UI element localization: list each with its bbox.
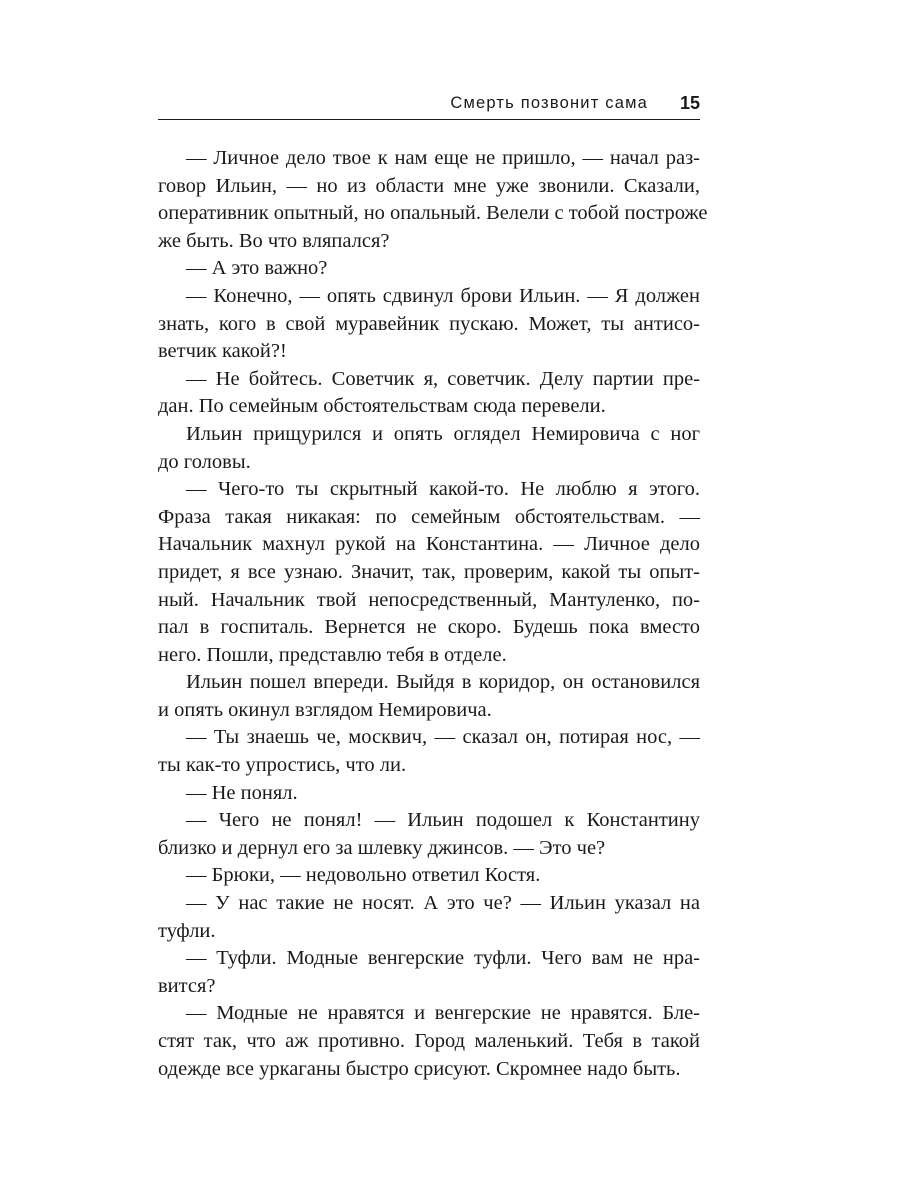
paragraph [158,890,700,945]
paragraph [158,476,700,669]
text-line: ветчик какой?! [158,340,287,363]
paragraph [158,945,700,1000]
text-line: ты как-то упростись, что ли. [158,754,407,777]
text-line: до головы. [158,450,251,473]
running-title: Смерть позвонит сама [450,94,648,112]
text-line: же быть. Во что вляпался? [158,229,390,252]
page-number: 15 [679,93,700,113]
running-header [158,92,700,120]
paragraph [158,724,700,779]
paragraph [158,1000,700,1083]
paragraph [158,780,700,808]
text-line: оперативник опытный, но опальный. Велели с тобой построже [158,202,708,225]
paragraph [158,807,700,862]
text-line: стят так, что аж противно. Город маленький. Тебя в такой [158,1030,700,1052]
text-line: говор Ильин, — но из области мне уже звонили. Сказали, [158,174,700,197]
text-line: и опять окинул взглядом Немировича. [158,698,492,721]
text-line: — У нас такие не носят. А это че? — Ильин указал на [186,892,700,915]
text-line: — Ты знаешь че, москвич, — сказал он, потирая нос, — [186,726,700,749]
paragraph [158,862,700,890]
paragraph [158,255,700,283]
text-line: — А это важно? [186,257,328,280]
paragraph [158,421,700,476]
text-line: — Конечно, — опять сдвинул брови Ильин. — Я должен [186,284,700,307]
paragraph [158,669,700,724]
paragraph [158,283,700,366]
text-line: него. Пошли, представлю тебя в отделе. [158,643,507,666]
text-line: Начальник махнул рукой на Константина. — Личное дело [158,533,700,556]
text-line: — Туфли. Модные венгерские туфли. Чего вам не нра- [186,947,700,970]
text-line: придет, я все узнаю. Значит, так, проверим, какой ты опыт- [158,560,700,583]
paragraph [158,366,700,421]
text-line: туфли. [158,919,216,942]
text-line: дан. По семейным обстоятельствам сюда перевели. [158,395,606,418]
text-line: Ильин пошел впереди. Выйдя в коридор, он остановился [186,671,700,694]
text-line: — Брюки, — недовольно ответил Костя. [186,864,541,887]
text-line: пал в госпиталь. Вернется не скоро. Будешь пока вместо [158,616,700,639]
text-line: вится? [158,974,216,997]
text-line: одежде все уркаганы быстро срисуют. Скромнее надо быть. [158,1057,681,1080]
text-line: Ильин прищурился и опять оглядел Немировича с ног [186,422,700,445]
text-line: — Чего не понял! — Ильин подошел к Константину [186,809,700,832]
text-line: близко и дернул его за шлевку джинсов. — Это че? [158,836,606,859]
text-line: — Модные не нравятся и венгерские не нравятся. Бле- [186,1002,700,1025]
text-line: — Не бойтесь. Советчик я, советчик. Делу партии пре- [186,367,700,390]
text-line: — Чего-то ты скрытный какой-то. Не люблю я этого. [186,478,700,501]
paragraph [158,145,708,255]
body-text [158,145,708,1083]
text-line: — Личное дело твое к нам еще не пришло, — начал раз- [186,147,700,169]
text-line: ный. Начальник твой непосредственный, Мантуленко, по- [158,588,700,611]
text-line: — Не понял. [186,781,298,804]
text-line: Фраза такая никакая: по семейным обстоятельствам. — [158,505,700,528]
text-line: знать, кого в свой муравейник пускаю. Может, ты антисо- [158,312,700,335]
